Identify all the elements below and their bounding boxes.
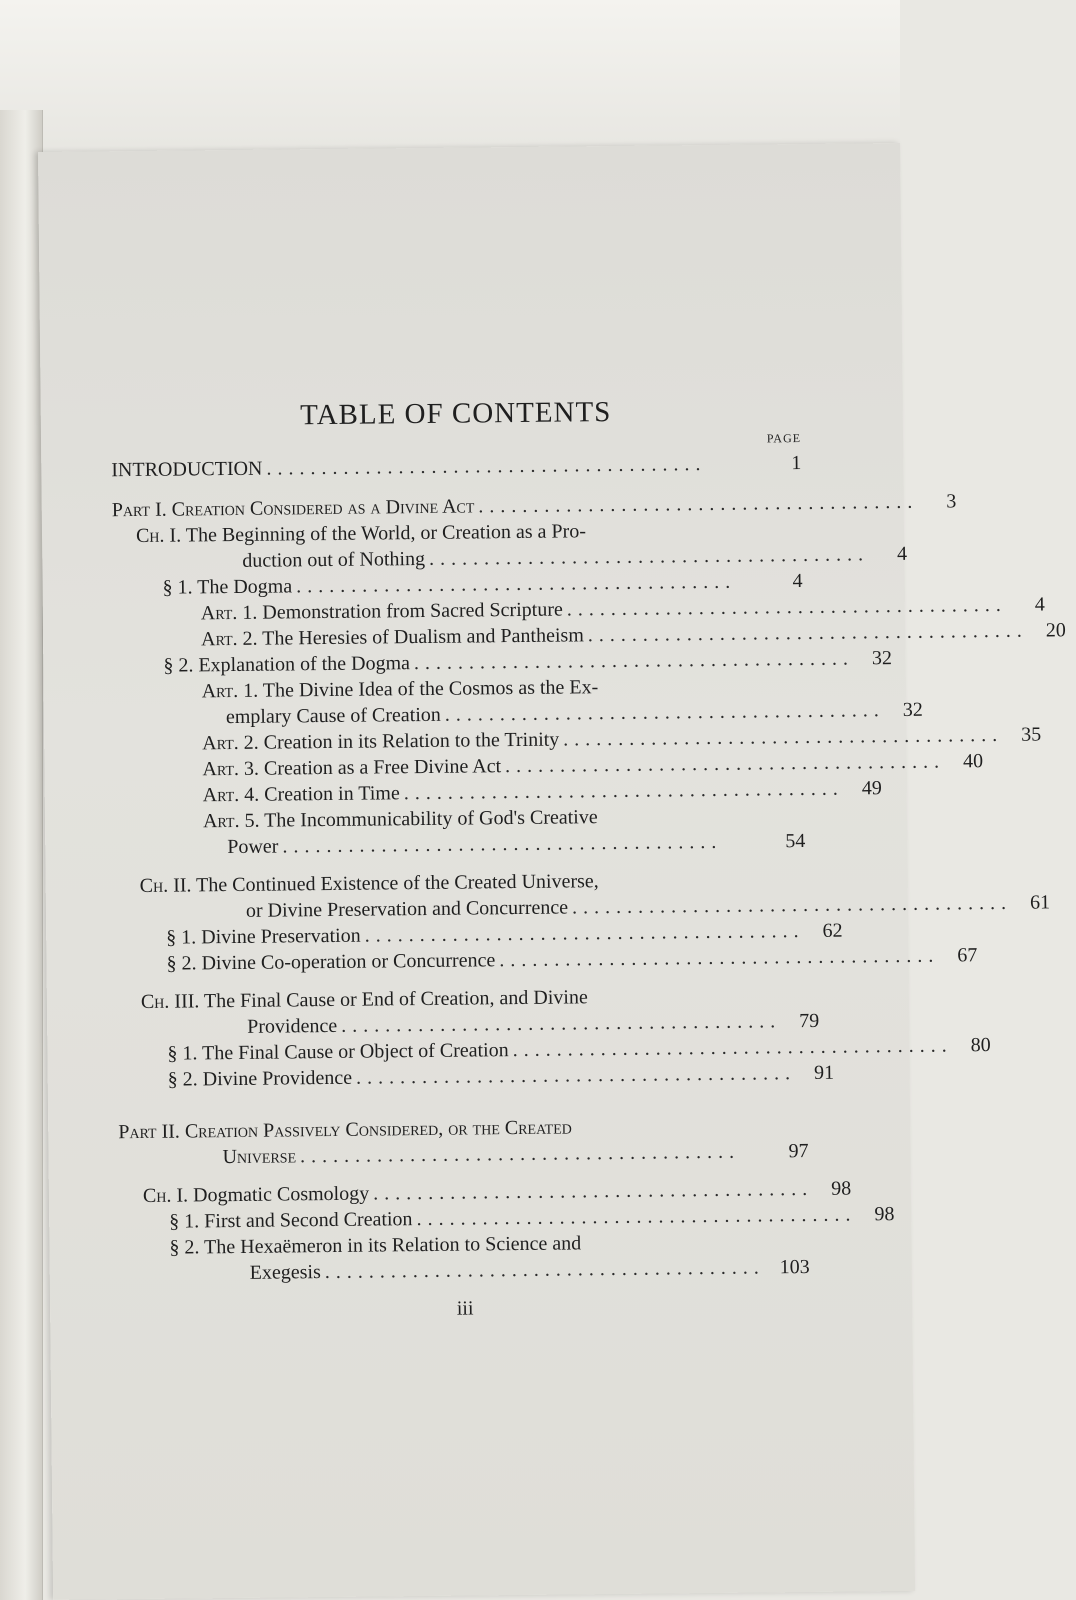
page-number: 4 [792, 570, 803, 593]
page-number: 91 [813, 1061, 835, 1084]
book-cover-edge [0, 110, 43, 1600]
page-number: 32 [871, 647, 893, 670]
page-number: 3 [946, 490, 957, 513]
toc-entry-part1-ch1-line2: duction out of Nothing ........................................ 4 [242, 542, 908, 572]
page-number: 97 [788, 1139, 809, 1163]
toc-entry-part1-ch3-line2: Providence ........................................ 79 [247, 1009, 820, 1038]
toc-entry-part1-ch1-s2-art3: Art. 3. Creation as a Free Divine Act ........................................ 40 [202, 750, 984, 781]
page-number: 98 [874, 1203, 895, 1226]
toc-entry-part1-ch1-s1: § 1. The Dogma ........................................ 4 [162, 570, 803, 599]
toc-entry-part1-ch1-line1: Ch. I. The Beginning of the World, or Creation as a Pro- [135, 520, 587, 547]
page-number: 1 [791, 452, 802, 475]
page-title: TABLE OF CONTENTS [300, 396, 612, 432]
toc-entry-part2-ch1-s2-line2: Exegesis ........................................ 103 [249, 1255, 810, 1284]
toc-entry-part1-ch1-s2-art4: Art. 4. Creation in Time ........................................ 49 [202, 777, 882, 807]
toc-entry-part-1: Part I. Creation Considered as a Divine Act ........................................ 3 [111, 490, 957, 522]
toc-entry-part1-ch1-s2-art2: Art. 2. Creation in its Relation to the Trinity ........................................ 35 [202, 723, 1042, 755]
page-number: 4 [896, 542, 908, 566]
toc-entry-part1-ch1-s2-art5-line2: Power ........................................ 54 [227, 830, 806, 859]
page-folio: iii [456, 1297, 474, 1320]
page-number: 80 [970, 1034, 991, 1057]
page-number: 40 [962, 750, 984, 773]
book-page [38, 143, 1066, 1600]
page-column-header: PAGE [766, 431, 802, 446]
toc-entry-part2-ch1-s2-line1: § 2. The Hexaëmeron in its Relation to Science and [169, 1232, 582, 1259]
page-number: 49 [861, 777, 882, 800]
page-number: 32 [902, 698, 923, 721]
page-number: 35 [1021, 723, 1042, 746]
toc-entry-part-2-line2: Universe ........................................ 97 [222, 1139, 809, 1169]
toc-entry-part-2-line1: Part II. Creation Passively Considered, or the Created [118, 1116, 572, 1144]
toc-entry-part1-ch1-s2-art1-line1: Art. 1. The Divine Idea of the Cosmos as the Ex- [201, 676, 599, 703]
page-number: 79 [799, 1009, 820, 1033]
toc-entry-part2-ch1: Ch. I. Dogmatic Cosmology ........................................ 98 [142, 1177, 852, 1207]
toc-entry-part1-ch2-s2: § 2. Divine Co-operation or Concurrence ........................................ 67 [166, 944, 978, 975]
toc-entry-part1-ch1-s2-art1-line2: emplary Cause of Creation ........................................ 32 [225, 698, 923, 729]
page-number: 98 [831, 1177, 852, 1200]
page-number: 54 [785, 830, 806, 853]
page-number: 67 [957, 944, 978, 967]
toc-entry-part1-ch2-line1: Ch. II. The Continued Existence of the Created Universe, [139, 870, 599, 897]
page-number: 62 [822, 919, 843, 942]
page-number: 103 [779, 1255, 810, 1279]
toc-entry-part1-ch1-s2: § 2. Explanation of the Dogma ........................................ 32 [163, 647, 893, 677]
table-of-contents [111, 394, 1066, 1324]
toc-entry-part1-ch3-line1: Ch. III. The Final Cause or End of Creation, and Divine [140, 986, 588, 1013]
page-number: 20 [1045, 619, 1066, 642]
toc-entry-part1-ch1-s1-art2: Art. 2. The Heresies of Dualism and Pantheism ........................................ 20 [200, 619, 1066, 651]
toc-entry-part2-ch1-s1: § 1. First and Second Creation ........................................ 98 [169, 1203, 895, 1233]
toc-entry-part1-ch3-s2: § 2. Divine Providence ........................................ 91 [167, 1061, 835, 1091]
page-number: 4 [1034, 593, 1045, 616]
toc-entry-introduction: INTRODUCTION ........................................ 1 [111, 452, 802, 482]
toc-entry-part1-ch3-s1: § 1. The Final Cause or Object of Creation ........................................ 80 [167, 1034, 991, 1065]
toc-entry-part1-ch2-line2: or Divine Preservation and Concurrence ........................................ 61 [245, 891, 1051, 922]
page-number: 61 [1029, 891, 1051, 914]
toc-entry-part1-ch1-s1-art1: Art. 1. Demonstration from Sacred Scripture ........................................ 4 [200, 593, 1045, 625]
toc-entry-part1-ch2-s1: § 1. Divine Preservation ........................................ 62 [166, 919, 843, 949]
toc-entry-part1-ch1-s2-art5-line1: Art. 5. The Incommunicability of God's Creative [202, 806, 598, 833]
